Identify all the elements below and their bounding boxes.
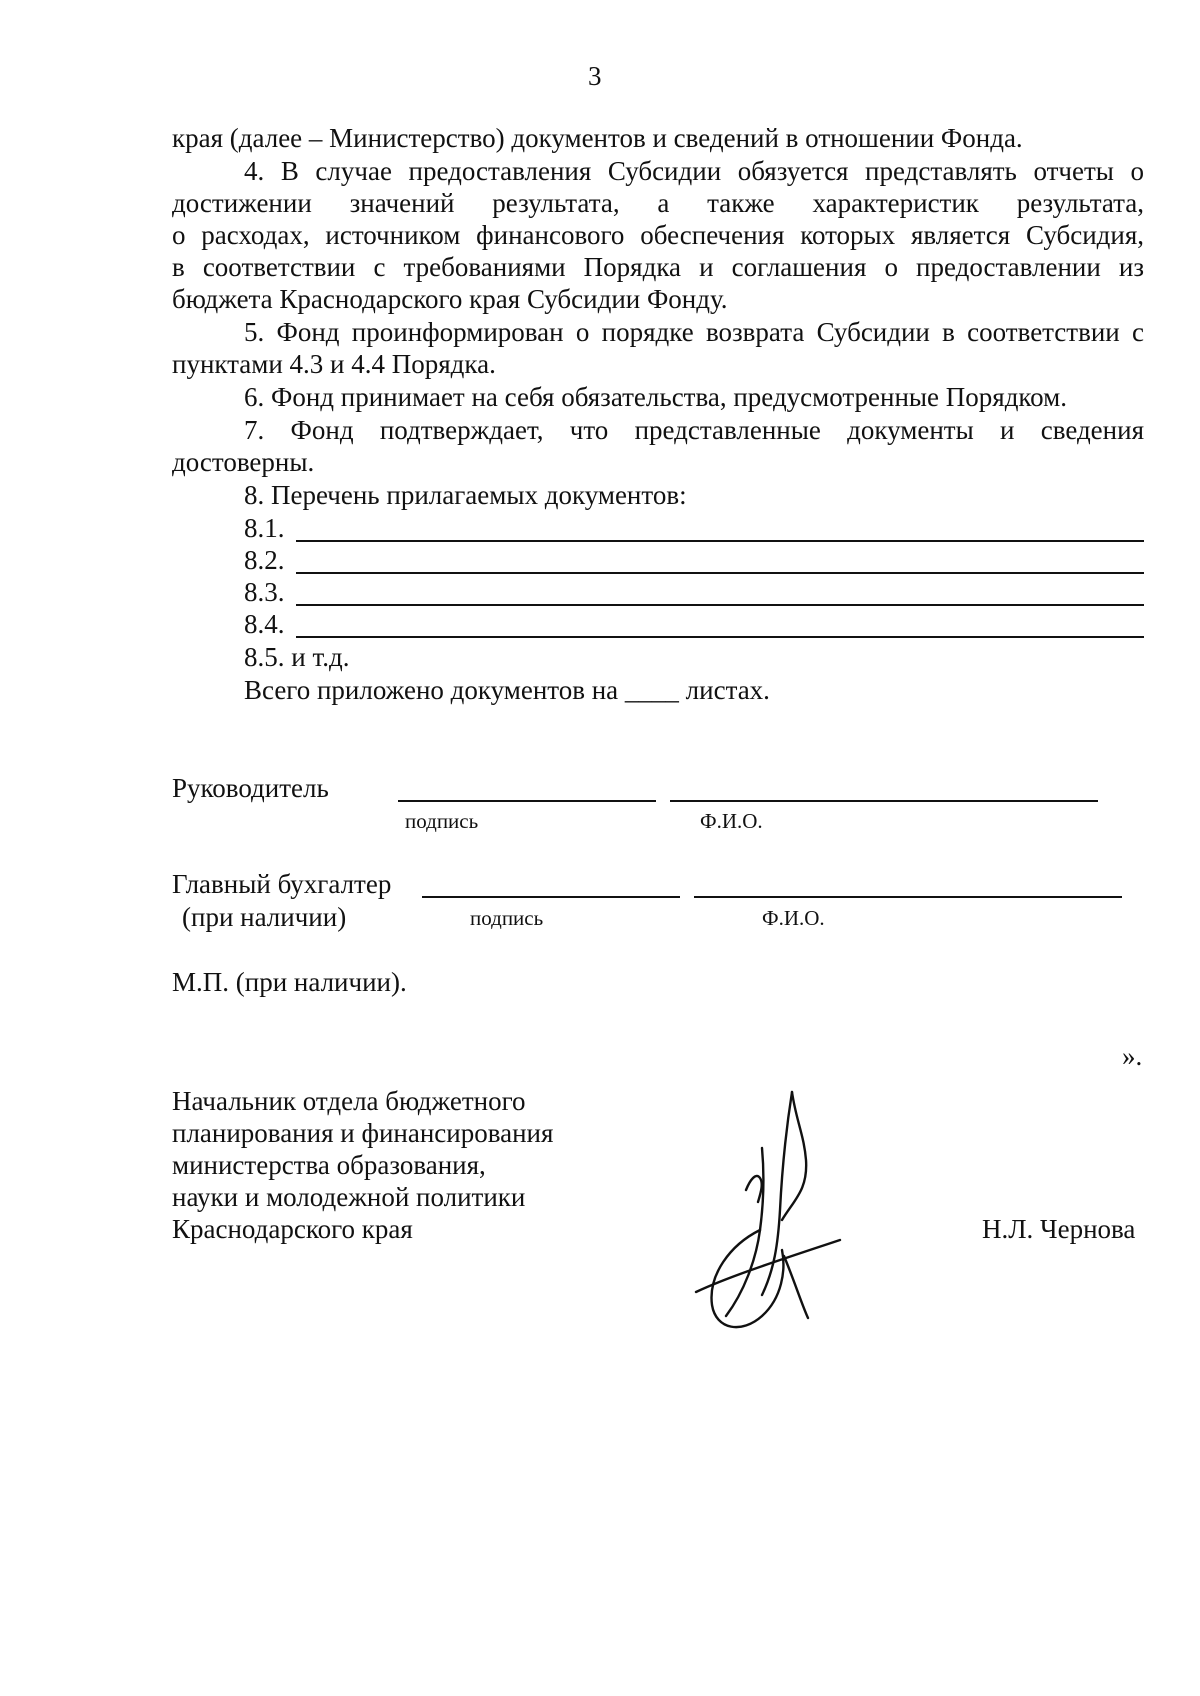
item-5-line-1: 5. Фонд проинформирован о порядке возврата Субсидии в соответствии с — [244, 317, 1144, 347]
accountant-signature-line — [422, 896, 680, 898]
accountant-title: Главный бухгалтер — [172, 869, 392, 899]
accountant-signature-caption: подпись — [470, 906, 544, 930]
item-4-line-2: достижении значений результата, а также характеристик результата, — [172, 188, 1144, 218]
item-8-2-label: 8.2. — [244, 545, 285, 575]
item-8-1-label: 8.1. — [244, 513, 285, 543]
signer-position-line-4: науки и молодежной политики — [172, 1182, 526, 1212]
item-8-heading: 8. Перечень прилагаемых документов: — [244, 480, 687, 510]
item-8-1-blank-line — [296, 540, 1144, 542]
head-name-caption: Ф.И.О. — [700, 809, 763, 833]
item-7-line-1: 7. Фонд подтверждает, что представленные документы и сведения — [244, 415, 1144, 445]
item-4-line-3: о расходах, источником финансового обеспечения которых является Субсидия, — [172, 220, 1144, 250]
closing-quote: ». — [1122, 1041, 1143, 1071]
item-8-3-label: 8.3. — [244, 577, 285, 607]
page-number: 3 — [588, 61, 602, 91]
accountant-name-line — [694, 896, 1122, 898]
signer-position-line-3: министерства образования, — [172, 1150, 486, 1180]
item-8-2-blank-line — [296, 572, 1144, 574]
handwritten-signature — [690, 1080, 860, 1340]
documents-total — [244, 674, 770, 706]
signer-position-line-5: Краснодарского края — [172, 1214, 413, 1244]
item-8-4-label: 8.4. — [244, 609, 285, 639]
documents-total-prefix: Всего приложено документов на — [244, 675, 619, 705]
item-7-line-2: достоверны. — [172, 447, 315, 477]
documents-total-suffix: листах. — [685, 675, 770, 705]
item-4-line-5: бюджета Краснодарского края Субсидии Фонду. — [172, 284, 728, 314]
item-6-line-1: 6. Фонд принимает на себя обязательства, предусмотренные Порядком. — [244, 382, 1067, 412]
accountant-name-caption: Ф.И.О. — [762, 906, 825, 930]
item-8-3-blank-line — [296, 604, 1144, 606]
item-8-5-label: 8.5. и т.д. — [244, 642, 350, 672]
stamp-place: М.П. (при наличии). — [172, 967, 407, 997]
signer-name: Н.Л. Чернова — [982, 1214, 1136, 1244]
signer-position-line-1: Начальник отдела бюджетного — [172, 1086, 526, 1116]
head-title: Руководитель — [172, 773, 329, 803]
item-8-4-blank-line — [296, 636, 1144, 638]
item-4-line-4: в соответствии с требованиями Порядка и соглашения о предоставлении из — [172, 252, 1144, 282]
paragraph-intro-line: края (далее – Министерство) документов и сведений в отношении Фонда. — [172, 123, 1023, 153]
documents-total-blank: ____ — [624, 675, 679, 705]
head-signature-caption: подпись — [405, 809, 479, 833]
accountant-subtitle: (при наличии) — [182, 902, 347, 932]
head-signature-line — [398, 800, 656, 802]
head-name-line — [670, 800, 1098, 802]
item-4-line-1: 4. В случае предоставления Субсидии обязуется представлять отчеты о — [244, 156, 1144, 186]
item-5-line-2: пунктами 4.3 и 4.4 Порядка. — [172, 349, 496, 379]
signer-position-line-2: планирования и финансирования — [172, 1118, 554, 1148]
